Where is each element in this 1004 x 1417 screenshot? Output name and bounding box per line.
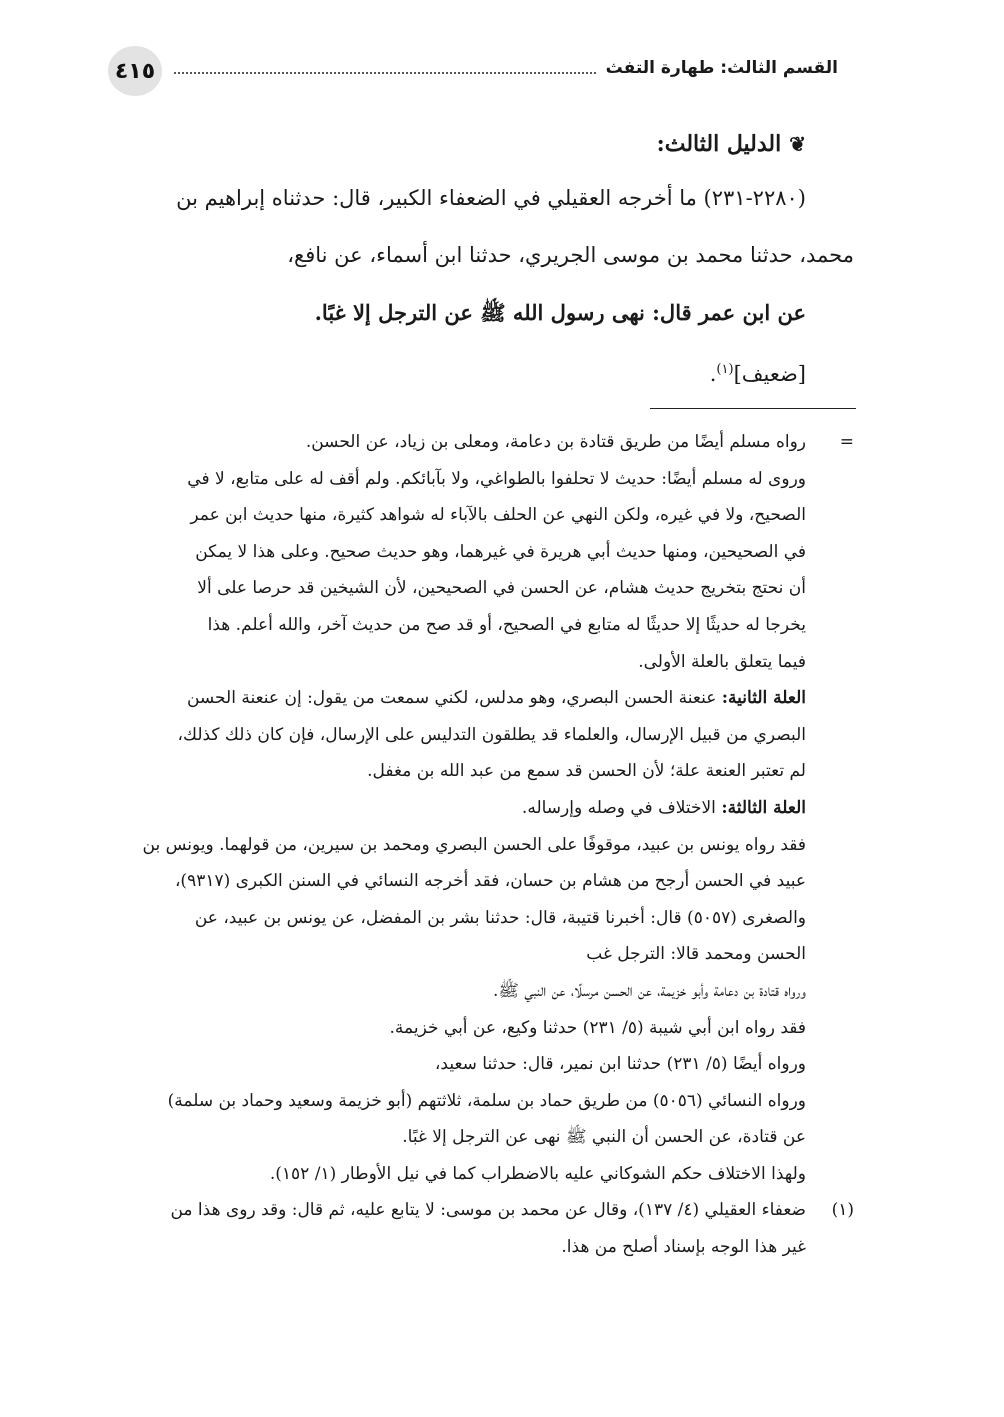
footnote-line: الصحيح، ولا في غيره، ولكن النهي عن الحلف بالآباء له شواهد كثيرة، منها حديث ابن عمر bbox=[190, 505, 806, 526]
footnote-line: العلة الثانية: عنعنة الحسن البصري، وهو مدلس، لكني سمعت من يقول: إن عنعنة الحسن bbox=[186, 688, 806, 709]
evidence-heading bbox=[112, 118, 854, 170]
main-text bbox=[112, 118, 854, 403]
footnote-1-mark: (١) bbox=[831, 1200, 854, 1221]
grade-line bbox=[112, 341, 854, 403]
section-title: القسم الثالث: طهارة التفث bbox=[605, 58, 838, 78]
footnote-ref-1[interactable]: (١) bbox=[716, 362, 734, 377]
footnote-line: فقد رواه يونس بن عبيد، موقوفًا على الحسن البصري ومحمد بن سيرين، من قولهما. ويونس بن bbox=[142, 834, 806, 855]
running-header bbox=[108, 46, 848, 98]
header-dots-right bbox=[174, 72, 596, 74]
footnote-line: والصغرى (٥٠٥٧) قال: أخبرنا قتيبة، قال: حدثنا بشر بن المفضل، عن يونس بن عبيد، عن bbox=[194, 907, 806, 928]
footnote-1-line: غير هذا الوجه بإسناد أصلح من هذا. bbox=[561, 1237, 806, 1258]
footnote-line: ولهذا الاختلاف حكم الشوكاني عليه بالاضطراب كما في نيل الأوطار (١/ ١٥٢). bbox=[269, 1163, 806, 1184]
page-number: ٤١٥ bbox=[108, 46, 162, 96]
footnote-line: عبيد في الحسن أرجح من هشام بن حسان، فقد أخرجه النسائي في السنن الكبرى (٩٣١٧)، bbox=[174, 871, 806, 892]
footnotes bbox=[112, 424, 854, 1266]
footnote-line: لم تعتبر العنعة علة؛ لأن الحسن قد سمع من عبد الله بن مغفل. bbox=[367, 761, 806, 782]
footnote-line: عن قتادة، عن الحسن أن النبي ﷺ نهى عن الترجل إلا غبًا. bbox=[402, 1127, 806, 1148]
footnote-line: فقد رواه ابن أبي شيبة (٥/ ٢٣١) حدثنا وكيع، عن أبي خزيمة. bbox=[389, 1017, 806, 1038]
footnote-line: ورواه قتادة بن دعامة وأبو خزيمة، عن الحسن مرسلًا، عن النبي ﷺ. bbox=[492, 980, 806, 1001]
footnote-line: الحسن ومحمد قالا: الترجل غب bbox=[586, 944, 806, 965]
footnote-line: ورواه أيضًا (٥/ ٢٣١) حدثنا ابن نمير، قال: حدثنا سعيد، bbox=[434, 1054, 806, 1075]
illa2-label: العلة الثانية: bbox=[721, 688, 806, 709]
footnote-line: وروى له مسلم أيضًا: حديث لا تحلفوا بالطواغي، ولا بآبائكم. ولم أقف له على متابع، لا في bbox=[187, 468, 806, 489]
footnote-line: يخرجا له حديثًا إلا حديثًا له متابع في الصحيح، أو قد صح من حديث آخر، والله أعلم. هذا bbox=[207, 614, 806, 635]
footnote-line: أن نحتج بتخريج حديث هشام، عن الحسن في الصحيحين، لأن الشيخين قد حرصا على ألا bbox=[197, 578, 806, 599]
isnad-line-1: (٢٢٨٠-٢٣١) ما أخرجه العقيلي في الضعفاء الكبير، قال: حدثناه إبراهيم بن bbox=[176, 186, 806, 210]
footnote-1-line: (١) ضعفاء العقيلي (٤/ ١٣٧)، وقال عن محمد بن موسى: لا يتابع عليه، ثم قال: وقد روى هذا من bbox=[112, 1192, 854, 1229]
isnad-line-2: محمد، حدثنا محمد بن موسى الجريري، حدثنا ابن أسماء، عن نافع، bbox=[287, 243, 854, 267]
leaf-bullet-icon: ❦ bbox=[789, 132, 806, 156]
footnote-line: فيما يتعلق بالعلة الأولى. bbox=[638, 651, 806, 672]
grade-end: . bbox=[709, 362, 717, 386]
illa3-label: العلة الثالثة: bbox=[721, 797, 806, 818]
footnote-divider bbox=[650, 408, 856, 409]
footnote-line: ورواه النسائي (٥٠٥٦) من طريق حماد بن سلمة، ثلاثتهم (أبو خزيمة وسعيد وحماد بن سلمة) bbox=[167, 1090, 806, 1111]
footnote-line: = رواه مسلم أيضًا من طريق قتادة بن دعامة، ومعلى بن زياد، عن الحسن. bbox=[112, 424, 854, 461]
footnote-line: البصري من قبيل الإرسال، والعلماء قد يطلقون التدليس على الإرسال، فإن كان ذلك كذلك، bbox=[177, 724, 806, 745]
hadith-text: عن ابن عمر قال: نهى رسول الله ﷺ عن الترجل إلا غبًا. bbox=[314, 300, 806, 325]
heading-text: الدليل الثالث: bbox=[656, 131, 782, 157]
grade: [ضعيف] bbox=[733, 362, 806, 386]
footnote-line: العلة الثالثة: الاختلاف في وصله وإرساله. bbox=[521, 797, 806, 818]
header-line bbox=[174, 58, 848, 78]
footnote-line: في الصحيحين، ومنها حديث أبي هريرة في غيرهما، وهو حديث صحيح. وعلى هذا لا يمكن bbox=[195, 541, 806, 562]
continuation-mark: = bbox=[839, 432, 854, 452]
